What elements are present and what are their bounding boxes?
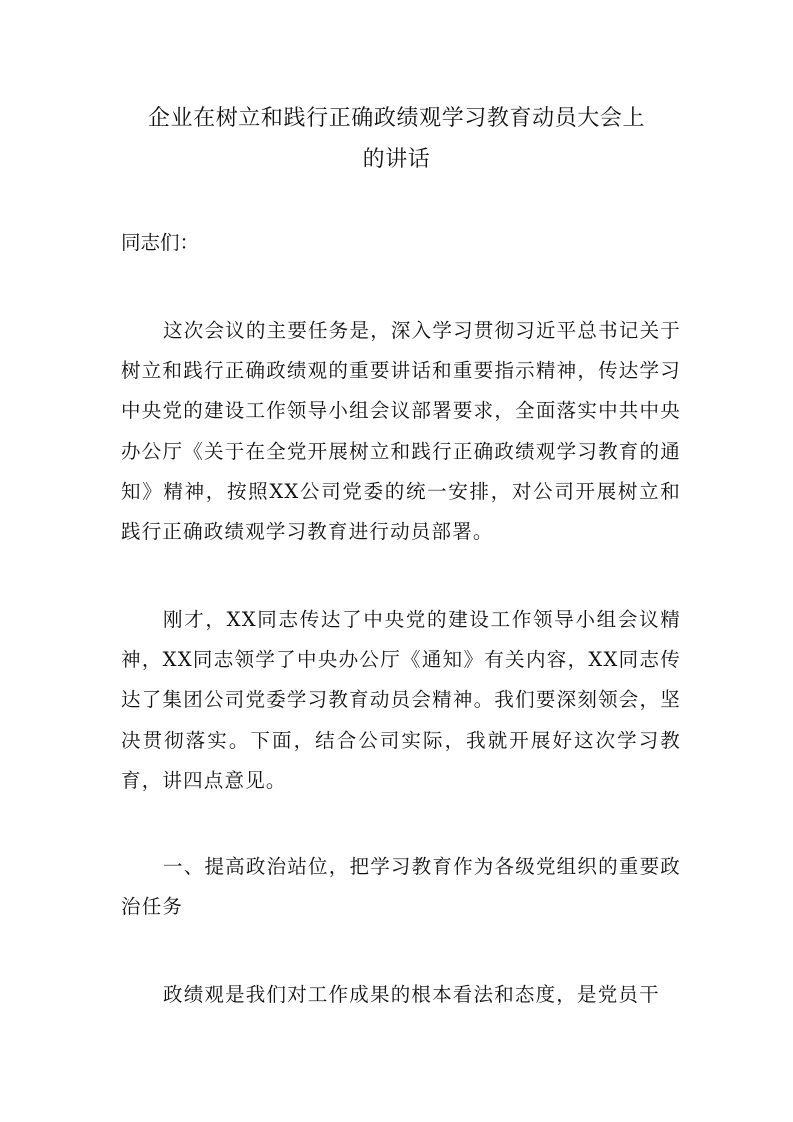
paragraph-3: 政绩观是我们对工作成果的根本看法和态度，是党员干 [163, 983, 660, 1006]
paragraph-2: 刚才，XX同志传达了中央党的建设工作领导小组会议精神，XX同志领学了中央办公厅《通知》有关内容，XX同志传达了集团公司党委学习教育动员会精神。我们要深刻领会，坚决贯彻落实。下面，结合公司实际，我就开展好这次学习教育，讲四点意见。 [121, 608, 681, 792]
paragraph-1: 这次会议的主要任务是，深入学习贯彻习近平总书记关于树立和践行正确政绩观的重要讲话和重要指示精神，传达学习中央党的建设工作领导小组会议部署要求，全面落实中共中央办公厅《关于在全党开展树立和践行正确政绩观学习教育的通知》精神，按照XX公司党委的统一安排，对公司开展树立和践行正确政绩观学习教育进行动员部署。 [121, 319, 681, 544]
section-heading-1: 一、提高政治站位，把学习教育作为各级党组织的重要政治任务 [121, 855, 681, 919]
salutation: 同志们： [121, 231, 200, 254]
document-title-line-2: 的讲话 [362, 147, 431, 172]
document-title-line-1: 企业在树立和践行正确政绩观学习教育动员大会上 [147, 106, 646, 131]
